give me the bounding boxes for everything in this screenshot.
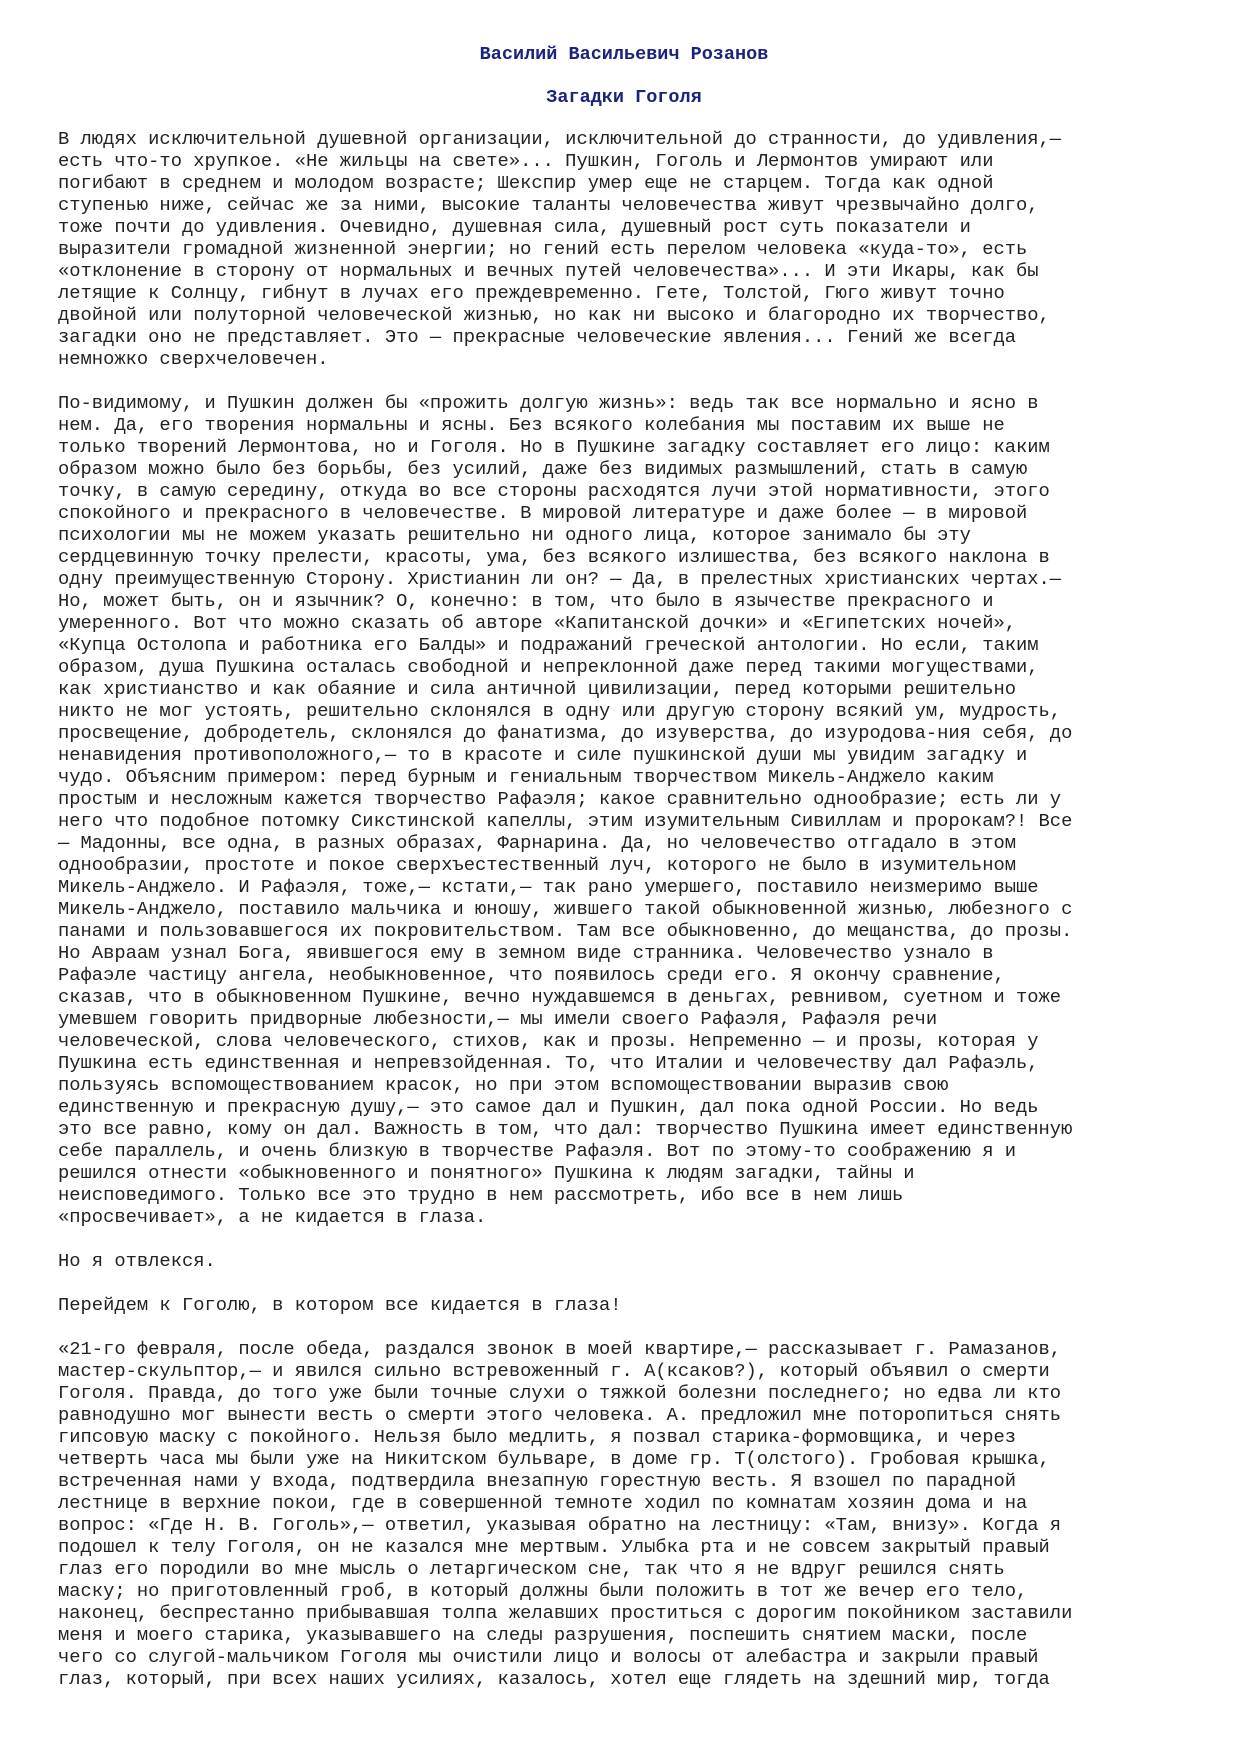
paragraph-1: В людях исключительной душевной организации, исключительной до странности, до удивления,— есть что-то хрупкое. «Не жильцы на свете»... Пушкин, Гоголь и Лермонтов умирают или погибают в среднем и молодом возрасте; Шекспир умер еще не старцем. Тогда как одной ступенью ниже, сейчас же за ними, высокие таланты человечества живут чрезвычайно долго, тоже почти до удивления. Очевидно, душевная сила, душевный рост суть показатели и выразители громадной жизненной энергии; но гений есть перелом человека «куда-то», есть «отклонение в сторону от нормальных и вечных путей человечества»... И эти Икары, как бы летящие к Солнцу, гибнут в лучах его преждевременно. Гете, Толстой, Гюго живут точно двойной или полуторной человеческой жизнью, но как ни высоко и благородно их творчество, загадки оно не представляет. Это — прекрасные человеческие явления... Гений же всегда немножко сверхчеловечен. <box>58 128 1062 370</box>
author-heading: Василий Васильевич Розанов <box>479 44 769 65</box>
paragraph-3: Но я отвлекся. <box>58 1250 216 1272</box>
paragraph-4: Перейдем к Гоголю, в котором все кидается в глаза! <box>58 1294 622 1316</box>
paragraph-5: «21-го февраля, после обеда, раздался звонок в моей квартире,— рассказывает г. Рамазанов, мастер-скульптор,— и явился сильно встревоженный г. А(ксаков?), который объявил о смерти Гоголя. Правда, до того уже были точные слухи о тяжкой болезни последнего; но едва ли кто равнодушно мог вынести весть о смерти этого человека. А. предложил мне поторопиться снять гипсовую маску с покойного. Нельзя было медлить, я позвал старика-формовщика, и через четверть часа мы были уже на Никитском бульваре, в доме гр. Т(олстого). Гробовая крышка, встреченная нами у входа, подтвердила внезапную горестную весть. Я взошел по парадной лестнице в верхние покои, где в совершенной темноте ходил по комнатам хозяин дома и на вопрос: «Где Н. В. Гоголь»,— ответил, указывая обратно на лестницу: «Там, внизу». Когда я подошел к телу Гоголя, он не казался мне мертвым. Улыбка рта и не совсем закрытый правый глаз его породили во мне мысль о летаргическом сне, так что я не вдруг решился снять маску; но приготовленный гроб, в который должны были положить в тот же вечер его тело, наконец, беспрестанно прибывавшая толпа желавших проститься с дорогим покойником заставили меня и моего старика, указывавшего на следы разрушения, поспешить снятием маски, после чего со слугой-мальчиком Гоголя мы очистили лицо и волосы от алебастра и закрыли правый глаз, который, при всех наших усилиях, казалось, хотел еще глядеть на здешний мир, тогда <box>58 1338 1073 1690</box>
document-page <box>58 44 1190 1712</box>
title-heading: Загадки Гоголя <box>546 87 702 108</box>
paragraph-2: По-видимому, и Пушкин должен бы «прожить долгую жизнь»: ведь так все нормально и ясно в нем. Да, его творения нормальны и ясны. Без всякого колебания мы поставим их выше не только творений Лермонтова, но и Гоголя. Но в Пушкине загадку составляет его лицо: каким образом можно было без борьбы, без усилий, даже без видимых размышлений, стать в самую точку, в самую середину, откуда во все стороны расходятся лучи этой нормативности, этого спокойного и прекрасного в человечестве. В мировой литературе и даже более — в мировой психологии мы не можем указать решительно ни одного лица, которое занимало бы эту сердцевинную точку прелести, красоты, ума, без всякого излишества, без всякого наклона в одну преимущественную Сторону. Христианин ли он? — Да, в прелестных христианских чертах.— Но, может быть, он и язычник? О, конечно: в том, что было в язычестве прекрасного и умеренного. Вот что можно сказать об авторе «Капитанской дочки» и «Египетских ночей», «Купца Остолопа и работника его Балды» и подражаний греческой антологии. Но если, таким образом, душа Пушкина осталась свободной и непреклонной даже перед такими могуществами, как христианство и как обаяние и сила античной цивилизации, перед которыми решительно никто не мог устоять, решительно склонялся в одну или другую сторону всякий ум, мудрость, просвещение, добродетель, склонялся до фанатизма, до изуверства, до изуродова-ния себя, до ненавидения противоположного,— то в красоте и силе пушкинской души мы увидим загадку и чудо. Объясним примером: перед бурным и гениальным творчеством Микель-Анджело каким простым и несложным кажется творчество Рафаэля; какое сравнительно однообразие; есть ли у него что подобное потомку Сикстинской капеллы, этим изумительным Сивиллам и пророкам?! Все — Мадонны, все одна, в разных образах, Фарнарина. Да, но человечество отгадало в этом однообразии, простоте и покое сверхъестественный луч, которого не было в изумительном Микель-Анджело. И Рафаэля, тоже,— кстати,— так рано умершего, поставило неизмеримо выше Микель-Анджело, поставило мальчика и юношу, жившего такой обыкновенной жизнью, любезного с панами и пользовавшегося их покровительством. Там все обыкновенно, до мещанства, до прозы. Но Авраам узнал Бога, явившегося ему в земном виде странника. Человечество узнало в Рафаэле частицу ангела, необыкновенное, что появилось среди его. Я окончу сравнение, сказав, что в обыкновенном Пушкине, вечно нуждавшемся в деньгах, ревнивом, суетном и тоже умевшем говорить придворные любезности,— мы имели своего Рафаэля, Рафаэля речи человеческой, слова человеческого, стихов, как и прозы. Непременно — и прозы, которая у Пушкина есть единственная и непревзойденная. То, что Италии и человечеству дал Рафаэль, пользуясь вспомоществованием красок, но при этом вспомоществовании выразив свою единственную и прекрасную душу,— это самое дал и Пушкин, дал пока одной России. Но ведь это все равно, кому он дал. Важность в том, что дал: творчество Пушкина имеет единственную себе параллель, и очень близкую в творчестве Рафаэля. Вот по этому-то соображению я и решился отнести «обыкновенного и понятного» Пушкина к людям загадки, тайны и неисповедимого. Только все это трудно в нем рассмотреть, ибо все в нем лишь «просвечивает», а не кидается в глаза. <box>58 392 1073 1228</box>
